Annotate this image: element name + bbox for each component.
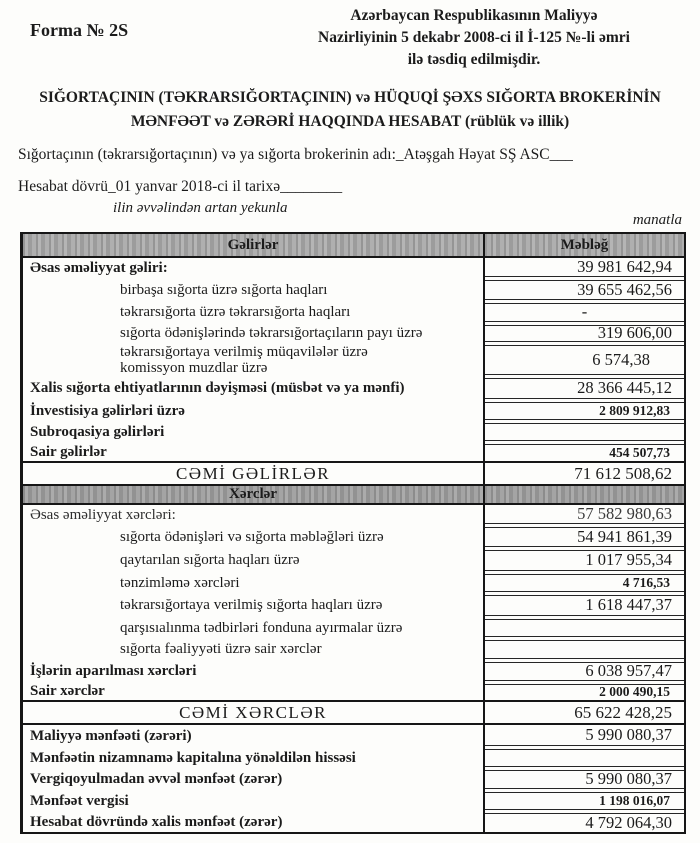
row-label: tənzimləmə xərcləri <box>120 574 240 591</box>
row-value: 4 716,53 <box>485 574 684 592</box>
row-label: sığorta fəaliyyəti üzrə sair xərclər <box>120 641 322 657</box>
report-title <box>0 86 700 134</box>
approval-line: ilə təsdiq edilmişdir. <box>407 51 541 68</box>
row-value: 5 990 080,37 <box>485 770 684 789</box>
row-label: təkrarsığorta üzrə təkrarsığorta haqları <box>120 304 351 320</box>
row-value: 319 606,00 <box>485 325 684 342</box>
income-total-value: 71 612 508,62 <box>574 463 672 483</box>
row-value: 39 981 642,94 <box>485 258 684 277</box>
row-value <box>485 619 684 637</box>
row-label: Mənfəətin nizamnamə kapitalına yönəldilən hissəsi <box>30 749 356 766</box>
row-value <box>485 423 684 441</box>
row-label: Subroqasiya gəlirləri <box>30 423 165 440</box>
row-value: 1 618 447,37 <box>485 595 684 616</box>
row-label: Sair xərclər <box>30 683 105 699</box>
table-row <box>23 442 684 461</box>
row-value: 6 574,38 <box>485 345 684 375</box>
expense-section-header <box>23 484 684 505</box>
table-row <box>23 301 684 323</box>
table-row <box>23 682 684 700</box>
row-label: sığorta ödənişlərində təkrarsığortaçıların payı üzrə <box>120 325 423 341</box>
row-label: Maliyyə mənfəəti (zərəri) <box>30 728 192 744</box>
income-header-cell: Gəlirlər <box>227 236 279 253</box>
row-value <box>485 640 684 659</box>
expense-total-row <box>23 700 684 725</box>
row-label: Əsas əməliyyat gəliri: <box>30 260 168 276</box>
income-section-header <box>23 234 684 258</box>
form-number: Forma № 2S <box>30 20 129 40</box>
row-label: Mənfəət vergisi <box>30 792 129 809</box>
row-value: 5 990 080,37 <box>485 725 684 746</box>
row-label: təkrarsığortaya verilmiş müqavilələr üzrə komissyon muzdlar üzrə <box>120 343 368 376</box>
row-label: Əsas əməliyyat xərcləri: <box>30 507 176 523</box>
row-value: 6 038 957,47 <box>485 662 684 681</box>
table-row <box>23 548 684 572</box>
result-row <box>23 768 684 790</box>
amount-header-cell: Məbləğ <box>483 234 684 256</box>
row-value: 2 809 912,83 <box>485 402 684 420</box>
report-title-line: MƏNFƏƏT və ZƏRƏRİ HAQQINDA HESABAT (rüblük və illik) <box>130 113 570 130</box>
table-row <box>23 525 684 548</box>
row-value: 4 792 064,30 <box>485 813 684 833</box>
row-label: birbaşa sığorta üzrə sığorta haqları <box>120 281 328 298</box>
table-row <box>23 617 684 638</box>
table-row <box>23 258 684 278</box>
row-label: Vergiqoyulmadan əvvəl mənfəət (zərər) <box>30 771 283 787</box>
row-value <box>485 749 684 767</box>
currency-note: manatla <box>632 212 682 228</box>
insurer-name-line: Sığortaçının (təkrarsığortaçının) və ya sığorta brokerinin adı:_Atəşgah Həyat SŞ ASC___ <box>18 146 573 163</box>
row-label: qaytarılan sığorta haqları üzrə <box>120 552 300 568</box>
row-label: qarşısıalınma tədbirləri fonduna ayırmalar üzrə <box>120 619 403 636</box>
report-title-line: SIĞORTAÇININ (TƏKRARSIĞORTAÇININ) və HÜQUQİ ŞƏXS SIĞORTA BROKERİNİN <box>39 89 661 106</box>
table-row <box>23 376 684 400</box>
row-value: 1 198 016,07 <box>485 792 684 810</box>
table-row <box>23 400 684 421</box>
profit-loss-table <box>20 232 686 834</box>
row-value: 28 366 445,12 <box>485 378 684 399</box>
income-total-row <box>23 461 684 484</box>
expense-total-label: CƏMİ XƏRCLƏR <box>179 702 327 722</box>
row-label: təkrarsığortaya verilmiş sığorta haqları üzrə <box>120 597 383 613</box>
row-value: 454 507,73 <box>485 444 684 462</box>
table-row <box>23 323 684 343</box>
row-label: İşlərin aparılması xərcləri <box>30 663 197 679</box>
row-value: 1 017 955,34 <box>485 550 684 571</box>
expense-header-amount-cell <box>483 486 684 503</box>
row-label: Hesabat dövründə xalis mənfəət (zərər) <box>30 813 283 830</box>
expense-total-value: 65 622 428,25 <box>574 702 672 722</box>
approval-line: Nazirliyinin 5 dekabr 2008-ci il İ-125 №-li əmri <box>318 29 630 46</box>
row-label: sığorta ödənişləri və sığorta məbləğləri üzrə <box>120 528 384 545</box>
income-total-label: CƏMİ GƏLİRLƏR <box>175 463 331 483</box>
expense-header-cell: Xərclər <box>228 486 278 502</box>
table-row <box>23 343 684 376</box>
table-row <box>23 505 684 525</box>
table-row <box>23 660 684 682</box>
approval-line: Azərbaycan Respublikasının Maliyyə <box>350 7 598 24</box>
table-row <box>23 278 684 301</box>
period-note: ilin əvvəlindən artan yekunla <box>113 200 288 216</box>
row-value: 2 000 490,15 <box>485 684 684 701</box>
table-row <box>23 593 684 617</box>
result-row <box>23 725 684 747</box>
table-row <box>23 572 684 593</box>
row-label: Sair gəlirlər <box>30 443 107 460</box>
row-label: Xalis sığorta ehtiyatlarının dəyişməsi (müsbət və ya mənfi) <box>30 380 405 396</box>
row-value: - <box>485 303 684 322</box>
row-value: 57 582 980,63 <box>485 505 684 524</box>
result-row <box>23 811 684 832</box>
row-label: İnvestisiya gəlirləri üzrə <box>30 402 185 419</box>
result-row <box>23 747 684 768</box>
table-row <box>23 421 684 442</box>
report-period-line: Hesabat dövrü_01 yanvar 2018-ci il tarixə________ <box>18 178 343 195</box>
approval-note <box>252 5 696 71</box>
row-value: 39 655 462,56 <box>485 280 684 300</box>
result-row <box>23 790 684 811</box>
table-row <box>23 638 684 660</box>
row-value: 54 941 861,39 <box>485 527 684 547</box>
